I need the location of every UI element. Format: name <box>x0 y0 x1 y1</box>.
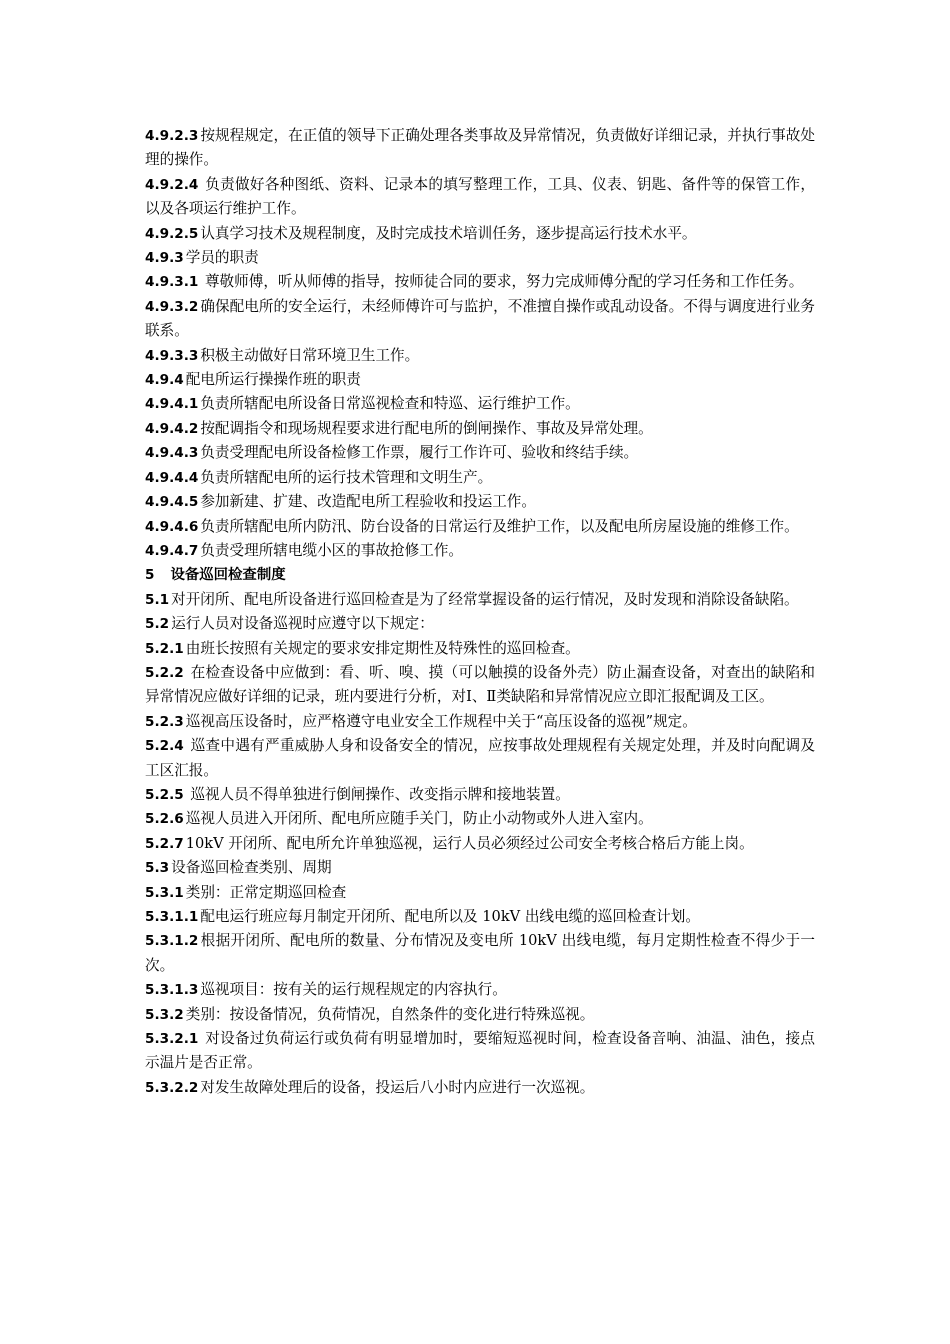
clause-number: 5.2.1 <box>145 640 184 657</box>
clause-number: 4.9.3.3 <box>145 347 199 364</box>
clause-text: 类别：按设备情况，负荷情况，自然条件的变化进行特殊巡视。 <box>185 1005 595 1023</box>
clause-text: 负责所辖配电所内防汛、防台设备的日常运行及维护工作，以及配电所房屋设施的维修工作。 <box>200 517 799 535</box>
clause-number: 4.9.4.3 <box>145 445 199 462</box>
clause-number: 5.2.2 <box>145 664 184 681</box>
clause-number: 5.3.1 <box>145 884 184 901</box>
clause-text: 类别：正常定期巡回检查 <box>185 883 347 901</box>
clause-paragraph <box>145 832 815 856</box>
clause-text: 配电所运行操操作班的职责 <box>185 371 361 389</box>
clause-number: 4.9.4.6 <box>145 518 199 535</box>
clause-paragraph <box>145 783 815 807</box>
clause-paragraph <box>145 392 815 416</box>
clause-number: 4.9.2.3 <box>145 128 199 144</box>
clause-number: 4.9.4.4 <box>145 469 199 486</box>
clause-text: 配电运行班应每月制定开闭所、配电所以及 10kV 出线电缆的巡回检查计划。 <box>200 908 700 925</box>
clause-number: 5.3 <box>145 860 170 877</box>
clause-text: 负责受理配电所设备检修工作票，履行工作许可、验收和终结手续。 <box>200 444 639 462</box>
document-body <box>145 124 815 1100</box>
clause-number: 4.9.2.5 <box>145 225 199 242</box>
clause-paragraph <box>145 246 815 270</box>
clause-text: 负责所辖配电所的运行技术管理和文明生产。 <box>200 468 493 486</box>
clause-number: 4.9.4.2 <box>145 420 199 437</box>
clause-text: 对发生故障处理后的设备，投运后八小时内应进行一次巡视。 <box>200 1078 595 1096</box>
clause-text: 10kV 开闭所、配电所允许单独巡视，运行人员必须经过公司安全考核合格后方能上岗。 <box>185 834 754 852</box>
clause-number: 5.3.2 <box>145 1006 184 1023</box>
clause-number: 5 <box>145 567 155 584</box>
clause-number: 5.3.2.1 <box>145 1031 199 1048</box>
clause-text: 尊敬师傅，听从师傅的指导，按师徒合同的要求，努力完成师傅分配的学习任务和工作任务。 <box>200 273 804 291</box>
clause-paragraph <box>145 222 815 246</box>
clause-text: 认真学习技术及规程制度，及时完成技术培训任务，逐步提高运行技术水平。 <box>200 224 697 242</box>
clause-paragraph <box>145 710 815 734</box>
clause-text: 对开闭所、配电所设备进行巡回检查是为了经常掌握设备的运行情况，及时发现和消除设备缺陷。 <box>171 590 799 608</box>
clause-number: 5.3.2.2 <box>145 1079 199 1096</box>
clause-paragraph <box>145 661 815 710</box>
clause-number: 4.9.4.5 <box>145 494 199 511</box>
clause-paragraph <box>145 344 815 368</box>
clause-text: 学员的职责 <box>185 249 259 267</box>
clause-number: 4.9.3.1 <box>145 274 199 291</box>
clause-paragraph <box>145 856 815 880</box>
clause-paragraph <box>145 270 815 294</box>
section-heading <box>145 563 815 587</box>
clause-paragraph <box>145 539 815 563</box>
clause-number: 5.2 <box>145 616 170 633</box>
clause-text: 对设备过负荷运行或负荷有明显增加时，要缩短巡视时间，检查设备音响、油温、油色，接点示温片是否正常。 <box>145 1030 815 1072</box>
clause-number: 5.3.1.2 <box>145 933 199 950</box>
clause-text: 巡查中遇有严重威胁人身和设备安全的情况，应按事故处理规程有关规定处理，并及时向配调及工区汇报。 <box>145 737 815 779</box>
clause-text: 在检查设备中应做到：看、听、嗅、摸（可以触摸的设备外壳）防止漏查设备，对查出的缺陷和异常情况应做好详细的记录，班内要进行分析，对Ⅰ、Ⅱ类缺陷和异常情况应立即汇报配调及工区。 <box>145 663 815 706</box>
clause-text: 参加新建、扩建、改造配电所工程验收和投运工作。 <box>200 493 536 511</box>
clause-text: 巡视高压设备时，应严格遵守电业安全工作规程中关于“高压设备的巡视”规定。 <box>185 712 697 730</box>
clause-text: 按配调指令和现场规程要求进行配电所的倒闸操作、事故及异常处理。 <box>200 419 653 437</box>
clause-paragraph <box>145 490 815 514</box>
clause-number: 5.2.5 <box>145 786 184 803</box>
clause-text: 负责受理所辖电缆小区的事故抢修工作。 <box>200 541 464 559</box>
clause-text: 设备巡回检查类别、周期 <box>171 859 332 877</box>
clause-text: 确保配电所的安全运行，未经师傅许可与监护，不准擅自操作或乱动设备。不得与调度进行业务联系。 <box>145 297 815 340</box>
clause-text: 积极主动做好日常环境卫生工作。 <box>200 346 420 364</box>
clause-text: 设备巡回检查制度 <box>170 567 286 584</box>
clause-paragraph <box>145 295 815 344</box>
clause-text: 按规程规定，在正值的领导下正确处理各类事故及异常情况，负责做好详细记录，并执行事故处理的操作。 <box>145 127 815 169</box>
clause-paragraph <box>145 1027 815 1076</box>
clause-number: 4.9.3.2 <box>145 298 199 315</box>
clause-number: 5.2.7 <box>145 835 184 852</box>
clause-paragraph <box>145 515 815 539</box>
clause-paragraph <box>145 417 815 441</box>
clause-number: 5.1 <box>145 591 170 608</box>
clause-paragraph <box>145 173 815 222</box>
clause-paragraph <box>145 905 815 929</box>
clause-text: 由班长按照有关规定的要求安排定期性及特殊性的巡回检查。 <box>185 639 580 657</box>
clause-text: 巡视项目：按有关的运行规程规定的内容执行。 <box>200 981 507 999</box>
clause-paragraph <box>145 807 815 831</box>
clause-paragraph <box>145 978 815 1002</box>
clause-text: 巡视人员进入开闭所、配电所应随手关门，防止小动物或外人进入室内。 <box>185 810 653 828</box>
clause-number: 4.9.2.4 <box>145 176 199 193</box>
clause-text: 根据开闭所、配电所的数量、分布情况及变电所 10kV 出线电缆，每月定期性检查不得少于一次。 <box>145 932 815 974</box>
clause-paragraph <box>145 929 815 978</box>
clause-paragraph <box>145 1003 815 1027</box>
clause-number: 4.9.3 <box>145 250 184 267</box>
clause-number: 5.3.1.3 <box>145 982 199 999</box>
clause-text: 负责所辖配电所设备日常巡视检查和特巡、运行维护工作。 <box>200 395 580 413</box>
clause-paragraph <box>145 124 815 173</box>
clause-paragraph <box>145 441 815 465</box>
clause-paragraph <box>145 368 815 392</box>
clause-paragraph <box>145 1076 815 1100</box>
clause-number: 4.9.4.1 <box>145 396 199 413</box>
clause-text: 负责做好各种图纸、资料、记录本的填写整理工作，工具、仪表、钥匙、备件等的保管工作，以及各项运行维护工作。 <box>145 175 815 218</box>
clause-paragraph <box>145 637 815 661</box>
clause-paragraph <box>145 734 815 783</box>
clause-paragraph <box>145 881 815 905</box>
clause-number: 5.2.4 <box>145 738 184 755</box>
clause-number: 5.3.1.1 <box>145 909 199 925</box>
clause-number: 4.9.4.7 <box>145 542 199 559</box>
clause-number: 4.9.4 <box>145 372 184 389</box>
clause-paragraph <box>145 466 815 490</box>
clause-text: 运行人员对设备巡视时应遵守以下规定： <box>171 615 434 633</box>
clause-text: 巡视人员不得单独进行倒闸操作、改变指示牌和接地装置。 <box>185 785 570 803</box>
clause-paragraph <box>145 612 815 636</box>
clause-number: 5.2.3 <box>145 713 184 730</box>
clause-number: 5.2.6 <box>145 811 184 828</box>
clause-paragraph <box>145 588 815 612</box>
